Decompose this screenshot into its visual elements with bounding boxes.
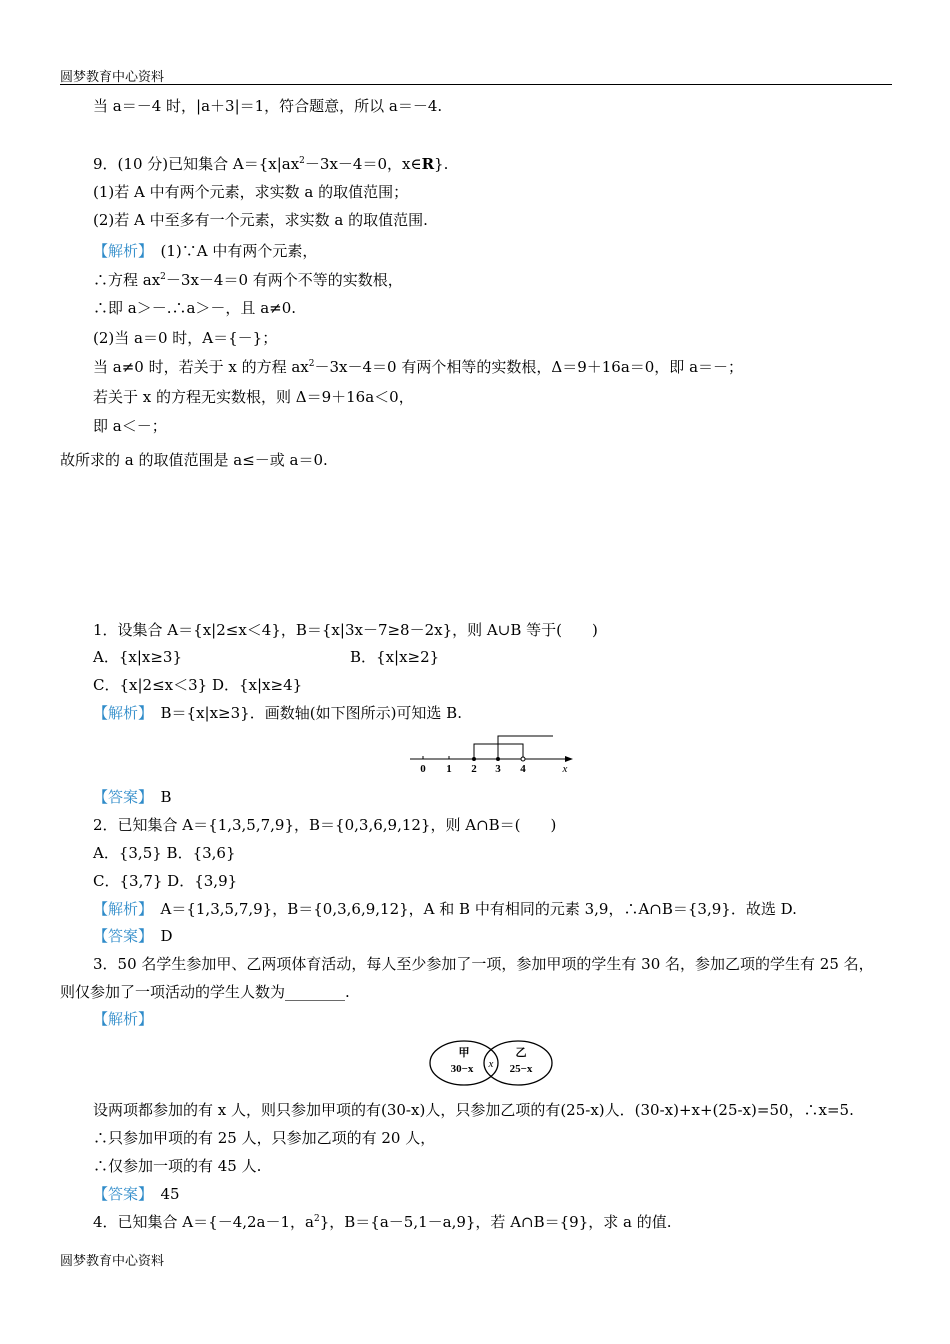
- venn-label: 乙: [515, 1047, 527, 1059]
- number-line-figure: [405, 730, 585, 776]
- question-2-options-cd: C．{3,7} D．{3,9}: [93, 872, 238, 890]
- question-2-options-ab: A．{3,5} B．{3,6}: [93, 844, 236, 862]
- venn-diagram-figure: [426, 1036, 558, 1090]
- question-9-sub1: (1)若 A 中有两个元素，求实数 a 的取值范围；: [93, 183, 409, 201]
- analysis-tag: 【解析】: [93, 242, 146, 260]
- question-1-answer: 【答案】 B: [93, 788, 172, 806]
- text-line: 故所求的 a 的取值范围是 a≤－或 a＝0.: [60, 451, 328, 469]
- question-3-answer: 【答案】 45: [93, 1185, 180, 1203]
- text-line: ∴只参加甲项的有 25 人，只参加乙项的有 20 人，: [93, 1129, 436, 1147]
- question-1-option-b: B．{x|x≥2}: [350, 648, 440, 666]
- question-9-sub2: (2)若 A 中至多有一个元素，求实数 a 的取值范围.: [93, 211, 428, 229]
- text-line: 当 a＝－4 时，|a＋3|＝1，符合题意，所以 a＝－4.: [93, 97, 443, 115]
- text-line: 当 a≠0 时，若关于 x 的方程 $ax^2-3x-4=0$ 有两个相等的实数根，Δ＝9＋16a＝0，即 a＝－；: [93, 358, 744, 376]
- question-1-option-a: A．{x|x≥3}: [93, 648, 183, 666]
- text-line: ∴仅参加一项的有 45 人.: [93, 1157, 262, 1175]
- question-1-stem: 1．设集合 A＝{x|2≤x＜4}，B＝{x|3x－7≥8－2x}，则 A∪B 等于( ): [93, 621, 598, 639]
- axis-variable-label: x: [562, 763, 568, 775]
- header-rule: [60, 84, 892, 85]
- text-line: (2)当 a＝0 时，A＝{－}；: [93, 329, 278, 347]
- question-2-answer: 【答案】 D: [93, 927, 173, 945]
- question-4-stem: 4．已知集合 A＝{－4,2a－1，$a^2$}，B＝{a－5,1－a,9}，若 A∩B＝{9}，求 a 的值.: [93, 1213, 672, 1231]
- question-3-stem-line2: 则仅参加了一项活动的学生人数为________.: [60, 983, 350, 1001]
- venn-label: 甲: [458, 1047, 470, 1059]
- question-2-stem: 2．已知集合 A＝{1,3,5,7,9}，B＝{0,3,6,9,12}，则 A∩B＝( ): [93, 816, 557, 834]
- text-line: 设两项都参加的有 x 人，则只参加甲项的有(30-x)人，只参加乙项的有(25-x)人．(30-x)+x+(25-x)=50，∴x=5.: [93, 1101, 854, 1119]
- text-line: ∴方程 $ax^2-3x-4=0$ 有两个不等的实数根，: [93, 271, 403, 289]
- axis-tick-label: 3: [495, 763, 501, 775]
- page-footer: 圆梦教育中心资料: [60, 1254, 165, 1269]
- axis-tick-label: 4: [520, 763, 526, 775]
- question-1-options-cd: C．{x|2≤x＜3} D．{x|x≥4}: [93, 676, 303, 694]
- question-9-analysis: 【解析】 (1)∵A 中有两个元素，: [93, 242, 318, 260]
- axis-tick-label: 1: [446, 763, 452, 775]
- question-1-analysis: 【解析】 B＝{x|x≥3}．画数轴(如下图所示)可知选 B.: [93, 704, 462, 722]
- question-3-analysis: 【解析】: [93, 1010, 154, 1028]
- axis-tick-label: 2: [471, 763, 477, 775]
- question-3-stem-line1: 3．50 名学生参加甲、乙两项体育活动，每人至少参加了一项，参加甲项的学生有 30 名，参加乙项的学生有 25 名，: [93, 955, 874, 973]
- page-header: 圆梦教育中心资料: [60, 70, 165, 85]
- text-line: 即 a＜－；: [93, 417, 167, 435]
- venn-label: 25−x: [509, 1063, 533, 1075]
- question-9-stem: 9．(10 分)已知集合 $A=\{x|ax^2-3x-4=0$，x∈R}.: [93, 155, 449, 173]
- text-line: ∴即 a＞－.∴a＞－，且 a≠0.: [93, 299, 297, 317]
- question-2-analysis: 【解析】 A＝{1,3,5,7,9}，B＝{0,3,6,9,12}，A 和 B 中有相同的元素 3,9，∴A∩B＝{3,9}．故选 D.: [93, 900, 797, 918]
- text-line: 若关于 x 的方程无实数根，则 Δ＝9＋16a＜0，: [93, 388, 414, 406]
- venn-label: x: [488, 1058, 494, 1070]
- axis-tick-label: 0: [420, 763, 426, 775]
- venn-label: 30−x: [450, 1063, 474, 1075]
